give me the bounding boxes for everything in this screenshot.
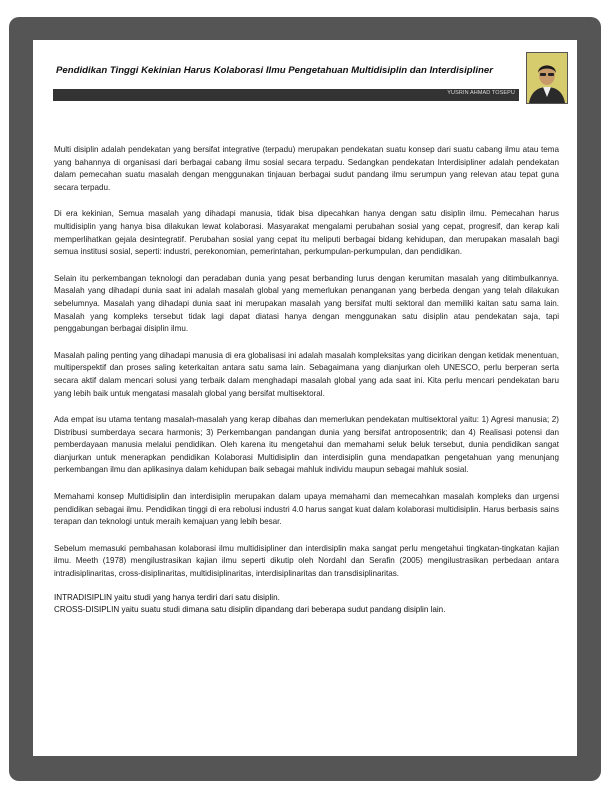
- paragraph: Selain itu perkembangan teknologi dan peradaban dunia yang pesat berbanding lurus dengan kerumitan masalah yang ditimbulkannya. Masalah yang dihadapi dunia saat ini adalah masalah global yang memerlukan penanganan yang berbeda dengan yang telah dilakukan sebelumnya. Masalah yang dihadapi dunia saat ini merupakan masalah yang bersifat multi sektoral dan memiliki kaitan satu sama lain. Masalah yang kompleks tersebut tidak lagi dapat diatasi hanya dengan menggunakan satu disiplin atau pendekatan saja, tapi penggabungan berbagai disiplin ilmu.: [54, 273, 559, 334]
- paragraph: Sebelum memasuki pembahasan kolaborasi ilmu multidisipliner dan interdisiplin maka sangat perlu mengetahui tingkatan-tingkatan kajian ilmu. Meeth (1978) mengilustrasikan kajian ilmu seperti dikutip oleh Nordahl dan Serafin (2005) mengilustrasikan perbedaan antara intradisiplinaritas, cross-disiplinaritas, multidisiplinaritas, interdisiplinaritas dan transdisiplinaritas.: [54, 543, 559, 579]
- document-title: Pendidikan Tinggi Kekinian Harus Kolaborasi Ilmu Pengetahuan Multidisiplin dan Interdisipliner: [56, 65, 493, 76]
- definition-cross-disiplin: CROSS-DISIPLIN yaitu suatu studi dimana satu disiplin dipandang dari beberapa sudut pandang disiplin lain.: [54, 605, 446, 615]
- paragraph: Masalah paling penting yang dihadapi manusia di era globalisasi ini adalah masalah kompleksitas yang dicirikan dengan ketidak menentuan, multiperspektif dan proses saling keterkaitan antara satu sama lain. Sebagaimana yang dianjurkan oleh UNESCO, perlu berperan serta secara aktif dalam mencari solusi yang terbaik dalam menghadapi masalah global yang ada saat ini. Kita perlu mencari pendekatan baru yang lebih baik untuk mengatasi masalah global yang bersifat multisektoral.: [54, 350, 559, 398]
- document-page: [33, 40, 577, 756]
- author-portrait-icon: [527, 53, 567, 103]
- author-photo: [526, 52, 568, 104]
- article-body: [54, 144, 559, 617]
- paragraph: Memahami konsep Multidisiplin dan interdisiplin merupakan dalam upaya memahami dan memecahkan masalah kompleks dan urgensi pendidikan sebagai ilmu. Pendidikan tinggi di era rebolusi industri 4.0 harus sangat kuat dalam kolaborasi multidisiplin. Harus berbasis sains terapan dan teknologi untuk meraih kemajuan yang lebih besar.: [54, 492, 559, 527]
- header-bar: [53, 89, 519, 101]
- definitions-list: [54, 592, 559, 617]
- paragraph: Multi disiplin adalah pendekatan yang bersifat integrative (terpadu) merupakan pendekatan suatu konsep dari suatu cabang ilmu atau tema yang bahannya di organisasi dari berbagai cabang ilmu sosial secara terpadu. Sedangkan pendekatan Interdisipliner adalah pendekatan dalam pemecahan suatu masalah dengan menggunakan tinjauan berbagai sudut pandang ilmu serumpun yang relevan atau tepat guna secara terpadu.: [54, 145, 559, 192]
- author-name: YUSRIN AHMAD TOSEPU: [447, 90, 515, 96]
- definition-intradisiplin: INTRADISIPLIN yaitu studi yang hanya terdiri dari satu disiplin.: [54, 592, 280, 602]
- paragraph: Di era kekinian, Semua masalah yang dihadapi manusia, tidak bisa dipecahkan hanya dengan satu disiplin ilmu. Pemecahan harus multidisiplin yang hanya bisa dilakukan lewat kolaborasi. Masyarakat mengalami perubahan sosial yang cepat, progresif, dan kerap kali memperlihatkan gejala desintegratif. Perubahan sosial yang cepat itu meliputi berbagai bidang kehidupan, dan merupakan masalah bagi semua institusi sosial, seperti: industri, perekonomian, pemerintahan, perkumpulan-perkumpulan, dan pendidikan.: [54, 209, 559, 257]
- paragraph: Ada empat isu utama tentang masalah-masalah yang kerap dibahas dan memerlukan pendekatan multisektoral yaitu: 1) Agresi manusia; 2) Distribusi sumberdaya secara harmonis; 3) Perkembangan pandangan dunia yang bersifat antroposentrik; dan 4) Realisasi potensi dan pemberdayaan manusia melalui pendidikan. Oleh karena itu mengetahui dan memahami seluk beluk tersebut, dunia pendidikan sangat dianjurkan untuk menerapkan pendidikan Kolaborasi Multidisiplin dan interdisiplin guna mendapatkan pengetahuan yang menunjang perkembangan ilmu dan aplikasinya dalam kehidupan baik sebagai mahluk individu maupun sebagai mahluk sosial.: [54, 415, 559, 475]
